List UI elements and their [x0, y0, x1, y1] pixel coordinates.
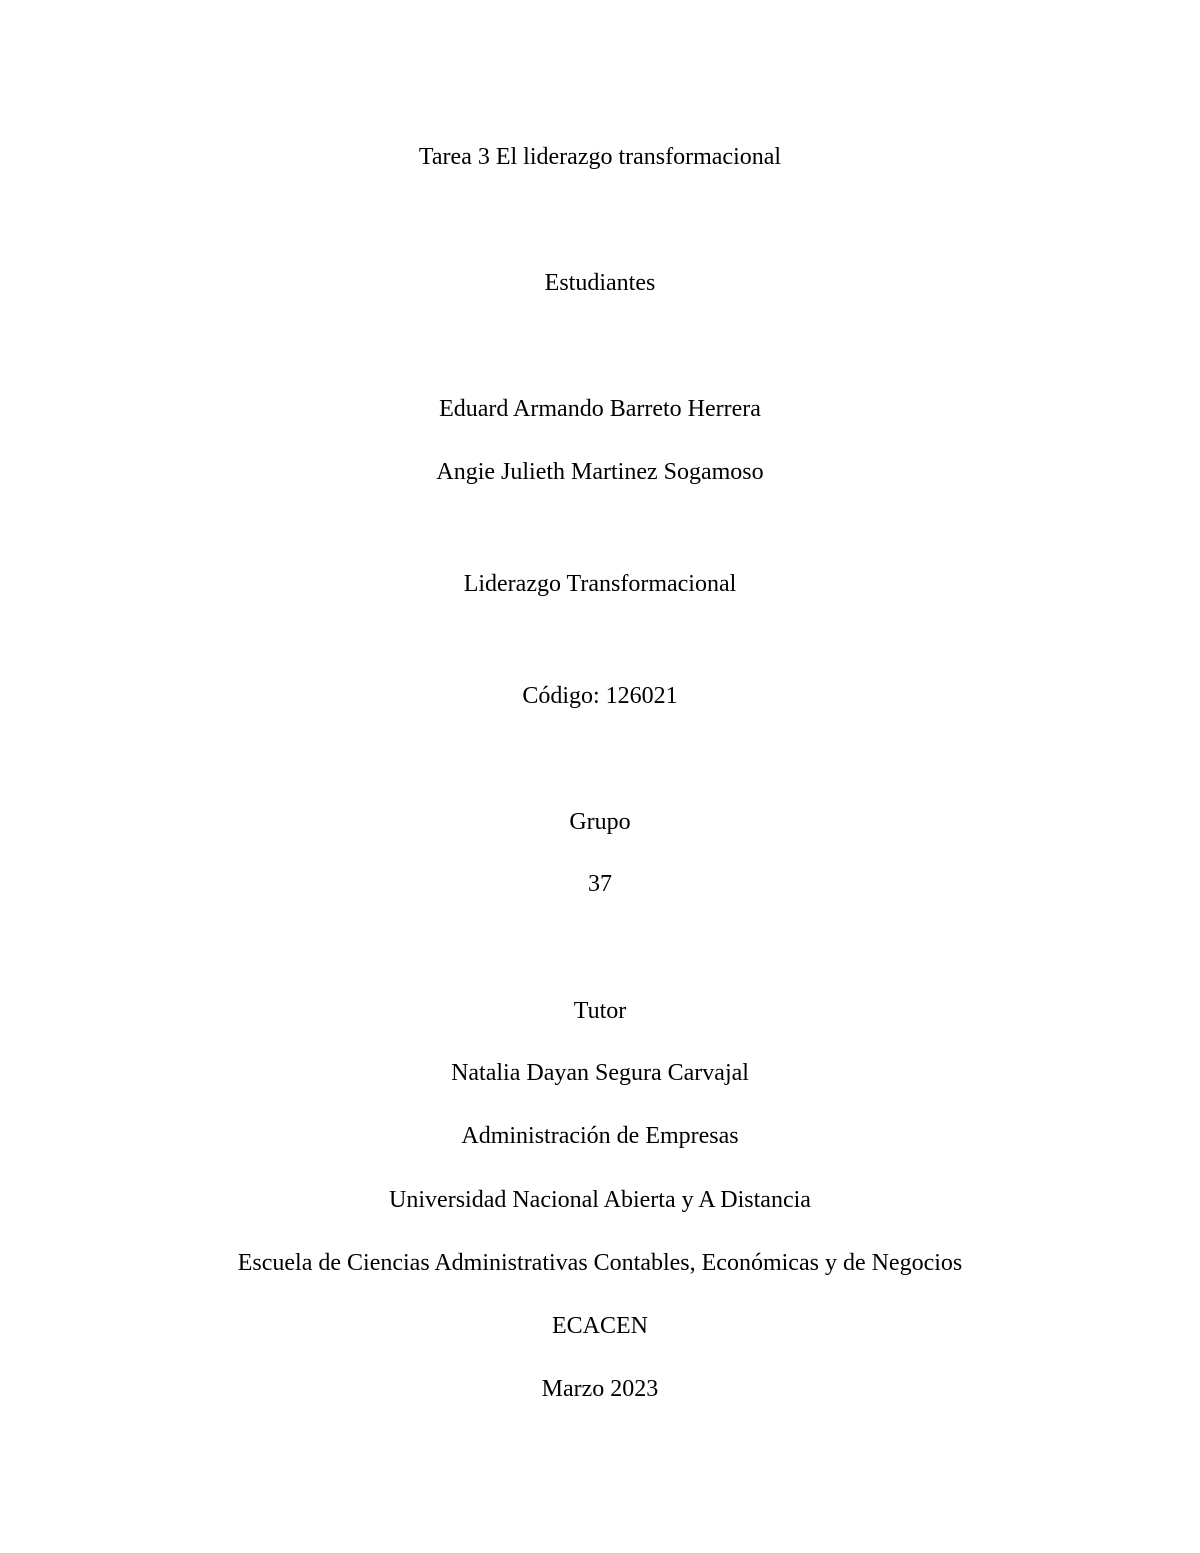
- document-date: Marzo 2023: [541, 1376, 659, 1402]
- student-name: Eduard Armando Barreto Herrera: [439, 396, 761, 422]
- students-heading: Estudiantes: [544, 270, 656, 296]
- school-acronym: ECACEN: [552, 1313, 648, 1339]
- student-name: Angie Julieth Martinez Sogamoso: [436, 459, 764, 485]
- university-name: Universidad Nacional Abierta y A Distancia: [389, 1187, 811, 1213]
- tutor-heading: Tutor: [573, 998, 627, 1024]
- document-title: Tarea 3 El liderazgo transformacional: [418, 144, 782, 170]
- school-name: Escuela de Ciencias Administrativas Contables, Económicas y de Negocios: [237, 1250, 963, 1276]
- program-name: Administración de Empresas: [461, 1123, 739, 1149]
- group-number: 37: [588, 871, 612, 897]
- course-code: Código: 126021: [522, 683, 678, 709]
- course-name: Liderazgo Transformacional: [463, 571, 737, 597]
- group-heading: Grupo: [569, 809, 631, 835]
- tutor-name: Natalia Dayan Segura Carvajal: [451, 1060, 749, 1086]
